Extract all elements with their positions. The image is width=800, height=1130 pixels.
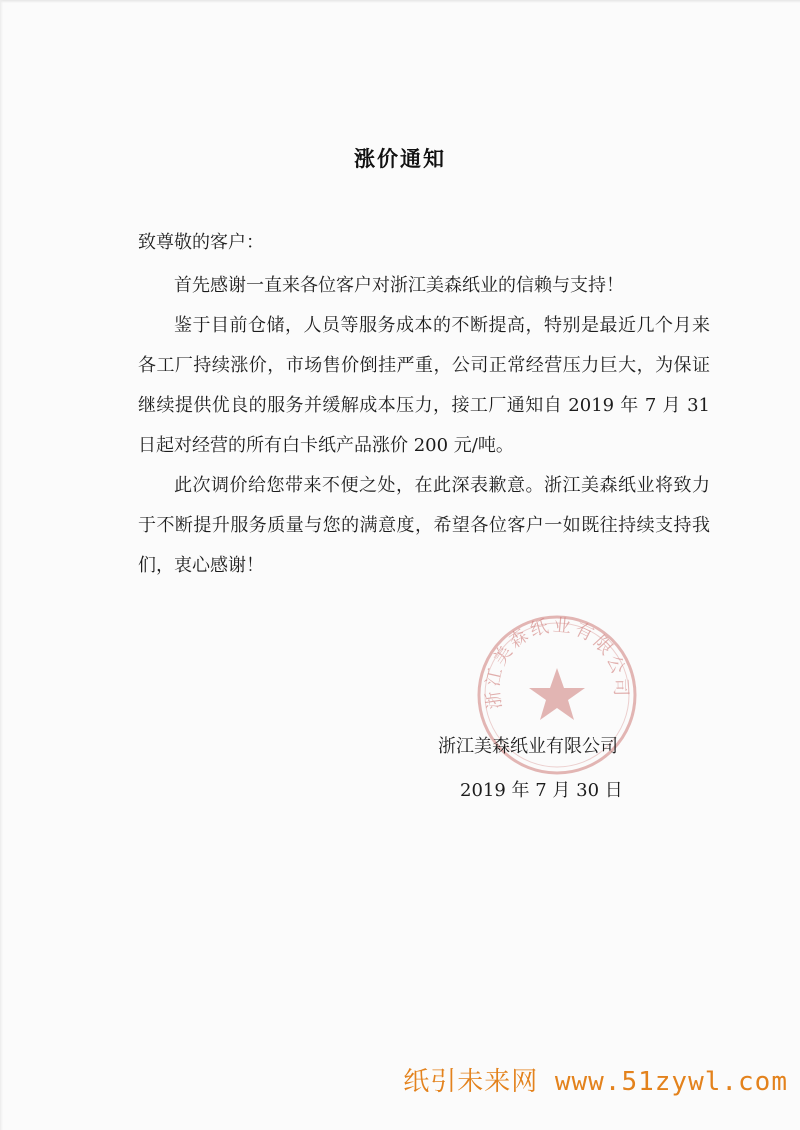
scan-edge-top [0,0,800,3]
paragraph-price-increase: 鉴于目前仓储，人员等服务成本的不断提高，特别是最近几个月来各工厂持续涨价，市场售价倒挂严重，公司正常经营压力巨大，为保证继续提供优良的服务并缓解成本压力，接工厂通知自 2019 年 7 月 31 日起对经营的所有白卡纸产品涨价 200 元/吨。 [138,315,710,456]
document-title: 涨价通知 [354,147,446,171]
paragraph-thanks: 首先感谢一直来各位客户对浙江美森纸业的信赖与支持！ [174,275,624,296]
seal-text: 浙江美森纸业有限公司 [482,614,632,711]
salutation: 致尊敬的客户： [138,232,264,253]
company-signature: 浙江美森纸业有限公司 [438,736,618,757]
paragraph-apology: 此次调价给您带来不便之处，在此深表歉意。浙江美森纸业将致力于不断提升服务质量与您的满意度，希望各位客户一如既往持续支持我们，衷心感谢！ [138,475,710,576]
signature-date: 2019 年 7 月 30 日 [460,780,623,801]
document-body [138,266,710,586]
site-watermark: 纸引未来网 www.51zywl.com [403,1067,788,1097]
seal-star-icon [529,668,585,720]
